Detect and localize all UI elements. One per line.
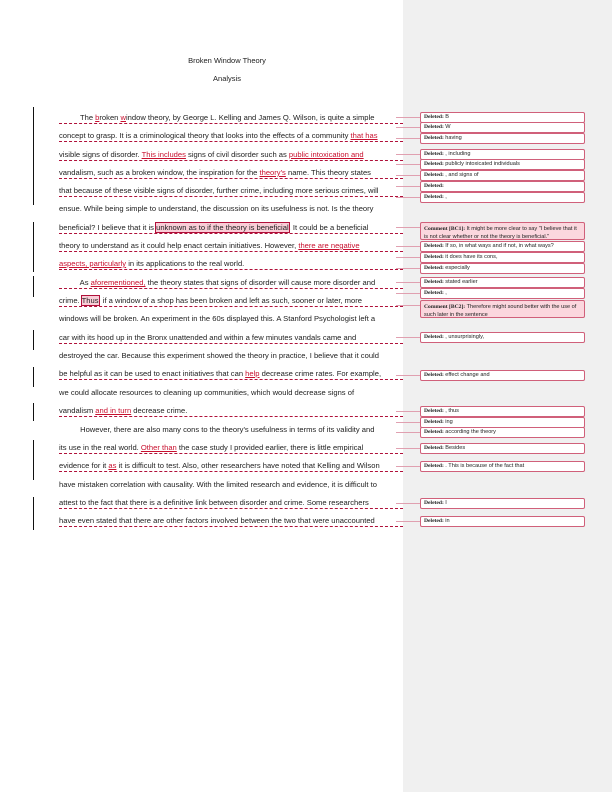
text-run: it is difficult to test. Also, other researchers have noted that Kelling and Wilson	[116, 461, 380, 470]
change-bar	[33, 107, 34, 205]
balloon-connector	[396, 197, 420, 198]
balloon-text: according the theory	[445, 429, 496, 435]
balloon-label: Deleted:	[424, 408, 446, 414]
deletion-balloon[interactable]	[420, 252, 585, 263]
balloon-connector	[396, 154, 420, 155]
balloon-label: Comment [BC1]:	[424, 226, 467, 232]
text-run: roken	[99, 113, 121, 122]
text-run: the theory states that signs of disorder will cause more disorder and	[145, 278, 376, 287]
text-run: be helpful as it can be used to enact initiatives that can	[59, 369, 246, 378]
balloon-label: Deleted:	[424, 445, 446, 451]
balloon-connector	[396, 282, 420, 283]
insertion: that has	[350, 131, 378, 140]
deletion-balloon[interactable]	[420, 288, 585, 299]
change-bar	[33, 497, 34, 530]
text-run: in its applications to the real world.	[126, 259, 245, 268]
balloon-text: in	[445, 518, 450, 524]
insertion: aspects, particularly	[59, 259, 127, 268]
balloon-connector	[396, 422, 420, 423]
change-bar	[33, 222, 34, 272]
text-line	[59, 497, 403, 509]
balloon-text: . This is because of the fact that	[445, 463, 525, 469]
balloon-label: Deleted:	[424, 194, 446, 200]
text-line	[59, 258, 403, 270]
text-line	[59, 424, 395, 435]
balloon-text: , thus	[445, 408, 459, 414]
change-bar	[33, 276, 34, 297]
deletion-balloon[interactable]	[420, 461, 585, 472]
deletion-balloon[interactable]	[420, 133, 585, 144]
balloon-text: , including	[445, 151, 471, 157]
balloon-connector	[396, 375, 420, 376]
change-bar	[33, 330, 34, 350]
balloon-label: Deleted:	[424, 172, 446, 178]
balloon-text: Therefore might sound better with the use of such later in the sentence	[424, 304, 577, 318]
text-line	[59, 185, 403, 197]
balloon-label: Deleted:	[424, 254, 446, 260]
balloon-label: Deleted:	[424, 518, 446, 524]
balloon-connector	[396, 186, 420, 187]
balloon-label: Deleted:	[424, 334, 446, 340]
balloon-label: Deleted:	[424, 372, 446, 378]
text-run: vandalism	[59, 406, 96, 415]
text-line	[59, 313, 395, 324]
balloon-connector	[396, 175, 420, 176]
deletion-balloon[interactable]	[420, 192, 585, 203]
text-run: indow theory, by George L. Kelling and James Q. Wilson, is quite a simple	[125, 113, 375, 122]
balloon-label: Deleted:	[424, 151, 446, 157]
text-run: name. This theory states	[285, 168, 371, 177]
insertion: This includes	[141, 150, 186, 159]
text-run: vandalism, such as a broken window, the inspiration for the	[59, 168, 260, 177]
text-line	[59, 387, 395, 398]
balloon-text: I	[445, 500, 447, 506]
balloon-label: Deleted:	[424, 419, 446, 425]
balloon-text: ing	[445, 419, 453, 425]
text-line	[59, 515, 403, 527]
insertion: Other than	[140, 443, 177, 452]
text-run: that because of these visible signs of disorder, further crime, including more serious crimes, will	[59, 186, 379, 195]
balloon-label: Comment [BC2]:	[424, 304, 467, 310]
text-run: car with its hood up in the Bronx unattended and within a few minutes vandals came and	[59, 333, 357, 342]
balloon-connector	[396, 305, 420, 306]
balloon-label: Deleted:	[424, 243, 446, 249]
balloon-connector	[396, 448, 420, 449]
balloon-text: W	[445, 124, 451, 130]
balloon-label: Deleted:	[424, 114, 446, 120]
text-run: However, there are also many cons to the theory's usefulness in terms of its validity and	[59, 425, 375, 434]
deletion-balloon[interactable]	[420, 370, 585, 381]
balloon-text: publicly intoxicated individuals	[445, 161, 520, 167]
deletion-balloon[interactable]	[420, 170, 585, 181]
balloon-connector	[396, 466, 420, 467]
text-run: . It could be a beneficial	[288, 223, 369, 232]
balloon-connector	[396, 227, 420, 228]
balloon-connector	[396, 164, 420, 165]
deletion-balloon[interactable]	[420, 332, 585, 343]
text-run: we could allocate resources to cleaning up communities, which would decrease signs of	[59, 388, 355, 397]
balloon-text: effect change and	[445, 372, 490, 378]
balloon-text: it does have its cons,	[445, 254, 498, 260]
text-line	[59, 112, 403, 124]
text-line	[59, 332, 403, 344]
balloon-text: , and signs of	[445, 172, 479, 178]
text-line	[59, 277, 403, 289]
balloon-connector	[396, 127, 420, 128]
balloon-label: Deleted:	[424, 463, 446, 469]
text-line	[59, 479, 395, 490]
comment-highlight: Thus	[81, 296, 99, 305]
text-run: windows will be broken. An experiment in the 60s displayed this. A Stanford Psychologist left a	[59, 314, 376, 323]
deletion-balloon[interactable]	[420, 498, 585, 509]
text-run: destroyed the car. Because this experiment showed the theory in practice, I believe that it could	[59, 351, 379, 360]
change-bar	[33, 367, 34, 387]
balloon-text: B	[445, 114, 450, 120]
text-run: attest to the fact that there is a definitive link between disorder and crime. Some researchers	[59, 498, 369, 507]
change-bar	[33, 440, 34, 480]
text-run: evidence for it	[59, 461, 109, 470]
text-run: The	[59, 113, 96, 122]
insertion: aforementioned,	[90, 278, 146, 287]
text-line	[59, 240, 403, 252]
balloon-text: especially	[445, 265, 470, 271]
balloon-label: Deleted:	[424, 429, 446, 435]
deletion-balloon[interactable]	[420, 181, 585, 192]
balloon-label: Deleted:	[424, 279, 446, 285]
insertion: w	[120, 113, 126, 122]
text-run: ensue. While being simple to understand, the discussion on its usefulness is not. Is the theory	[59, 204, 374, 213]
deletion-balloon[interactable]	[420, 406, 585, 417]
balloon-label: Deleted:	[424, 124, 446, 130]
text-line	[59, 130, 403, 142]
comment-balloon[interactable]	[420, 300, 585, 318]
text-run: beneficial? I believe that it is	[59, 223, 157, 232]
deletion-balloon[interactable]	[420, 241, 585, 252]
balloon-text: If so, in what ways and if not, in what ways?	[445, 243, 554, 249]
balloon-connector	[396, 268, 420, 269]
balloon-label: Deleted:	[424, 161, 446, 167]
insertion: there are negative	[298, 241, 360, 250]
balloon-text: stated earlier	[445, 279, 478, 285]
text-run: As	[59, 278, 91, 287]
text-line	[59, 460, 403, 472]
comment-balloon[interactable]	[420, 222, 585, 240]
text-run: crime.	[59, 296, 82, 305]
balloon-connector	[396, 246, 420, 247]
deletion-balloon[interactable]	[420, 277, 585, 288]
text-run: decrease crime rates. For example,	[259, 369, 382, 378]
insertion: public intoxication and	[288, 150, 364, 159]
text-line	[59, 405, 403, 417]
change-bar	[33, 403, 34, 421]
balloon-text: It might be more clear to say "I believe that it is not clear whether or not the theory is beneficial."	[424, 226, 577, 240]
balloon-connector	[396, 117, 420, 118]
balloon-connector	[396, 503, 420, 504]
text-run: theory to understand as it could help enact certain initiatives. However,	[59, 241, 299, 250]
insertion: and in turn	[95, 406, 132, 415]
text-run: have mistaken correlation with causality. With the limited research and evidence, it is difficult to	[59, 480, 377, 489]
text-run: , if a window of a shop has been broken and left as such, sooner or later, more	[98, 296, 362, 305]
text-line	[59, 350, 395, 361]
text-line	[59, 203, 395, 214]
balloon-text: Besides	[445, 445, 466, 451]
text-run: the case study I provided earlier, there is little empirical	[176, 443, 364, 452]
balloon-connector	[396, 337, 420, 338]
balloon-label: Deleted:	[424, 183, 444, 189]
text-line	[59, 442, 403, 454]
deletion-balloon[interactable]	[420, 159, 585, 170]
text-run: have even stated that there are other factors involved between the two that were unaccounted	[59, 516, 375, 525]
insertion: as	[108, 461, 117, 470]
text-line	[59, 149, 403, 161]
balloon-label: Deleted:	[424, 500, 446, 506]
comment-highlight: unknown as to if the theory is beneficial	[156, 223, 289, 232]
text-line	[59, 167, 403, 179]
balloon-label: Deleted:	[424, 290, 446, 296]
balloon-text: ,	[445, 290, 447, 296]
balloon-connector	[396, 293, 420, 294]
deletion-balloon[interactable]	[420, 122, 585, 133]
insertion: help	[245, 369, 260, 378]
deletion-balloon[interactable]	[420, 263, 585, 274]
balloon-text: , unsurprisingly,	[445, 334, 485, 340]
balloon-connector	[396, 411, 420, 412]
balloon-text: having	[445, 135, 462, 141]
balloon-label: Deleted:	[424, 265, 446, 271]
document-subtitle: Analysis	[213, 74, 241, 83]
balloon-connector	[396, 138, 420, 139]
balloon-text: ,	[445, 194, 447, 200]
balloon-label: Deleted:	[424, 135, 446, 141]
balloon-connector	[396, 432, 420, 433]
text-line	[59, 222, 403, 234]
deletion-balloon[interactable]	[420, 516, 585, 527]
deletion-balloon[interactable]	[420, 427, 585, 438]
insertion: theory's	[259, 168, 286, 177]
insertion: b	[95, 113, 100, 122]
balloon-connector	[396, 521, 420, 522]
text-run: signs of civil disorder such as	[185, 150, 289, 159]
text-run: its use in the real world.	[59, 443, 141, 452]
text-run: decrease crime.	[131, 406, 188, 415]
text-run: concept to grasp. It is a criminological theory that looks into the effects of a community	[59, 131, 351, 140]
text-run: visible signs of disorder.	[59, 150, 142, 159]
text-line	[59, 368, 403, 380]
text-line	[59, 295, 403, 307]
document-title: Broken Window Theory	[188, 56, 266, 65]
deletion-balloon[interactable]	[420, 443, 585, 454]
balloon-connector	[396, 257, 420, 258]
